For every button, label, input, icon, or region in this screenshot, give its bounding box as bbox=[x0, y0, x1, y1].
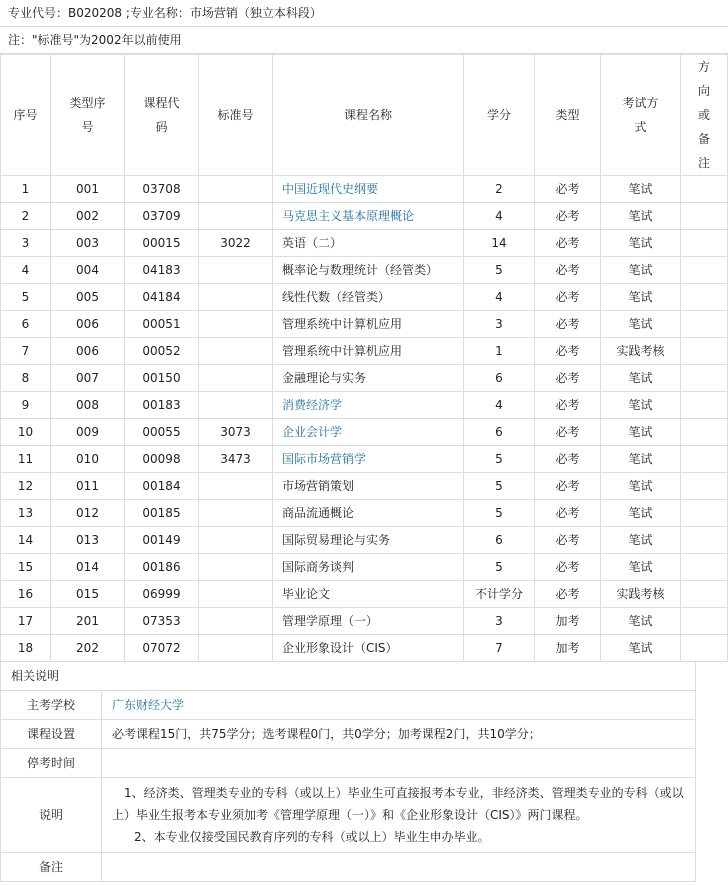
cell-code: 00149 bbox=[125, 527, 199, 554]
col-header-type-seq-text: 类型序号 bbox=[69, 96, 106, 134]
cell-note bbox=[681, 635, 728, 662]
cell-credit: 5 bbox=[464, 554, 535, 581]
table-row bbox=[1, 338, 728, 365]
cell-note bbox=[681, 311, 728, 338]
table-row bbox=[1, 608, 728, 635]
cell-exam: 笔试 bbox=[601, 365, 681, 392]
cell-note bbox=[681, 581, 728, 608]
cell-code: 00052 bbox=[125, 338, 199, 365]
course-setting-value: 必考课程15门，共75学分；选考课程0门，共0学分；加考课程2门，共10学分； bbox=[102, 720, 696, 749]
school-label: 主考学校 bbox=[1, 691, 102, 720]
cell-type: 必考 bbox=[535, 338, 601, 365]
cell-std bbox=[199, 311, 273, 338]
school-cell bbox=[102, 691, 696, 720]
cell-seq: 7 bbox=[1, 338, 51, 365]
cell-name: 企业形象设计（CIS） bbox=[273, 635, 464, 662]
cell-exam: 实践考核 bbox=[601, 581, 681, 608]
cell-type-seq: 005 bbox=[51, 284, 125, 311]
cell-type: 必考 bbox=[535, 203, 601, 230]
course-link[interactable]: 企业会计学 bbox=[282, 425, 343, 439]
cell-code: 00185 bbox=[125, 500, 199, 527]
cell-seq: 17 bbox=[1, 608, 51, 635]
col-header-code bbox=[125, 55, 199, 176]
table-row bbox=[1, 176, 728, 203]
cell-type-seq: 003 bbox=[51, 230, 125, 257]
cell-type-seq: 010 bbox=[51, 446, 125, 473]
cell-type-seq: 007 bbox=[51, 365, 125, 392]
cell-credit: 3 bbox=[464, 608, 535, 635]
cell-seq: 5 bbox=[1, 284, 51, 311]
cell-std bbox=[199, 581, 273, 608]
col-header-exam bbox=[601, 55, 681, 176]
cell-credit: 6 bbox=[464, 365, 535, 392]
cell-seq: 10 bbox=[1, 419, 51, 446]
major-code-line: 专业代号：B020208 ;专业名称：市场营销（独立本科段） bbox=[0, 0, 728, 27]
cell-type: 必考 bbox=[535, 419, 601, 446]
cell-name bbox=[273, 176, 464, 203]
cell-exam: 笔试 bbox=[601, 473, 681, 500]
cell-name: 英语（二） bbox=[273, 230, 464, 257]
school-link[interactable]: 广东财经大学 bbox=[112, 698, 185, 712]
col-header-note-text: 方向或备注 bbox=[698, 60, 711, 170]
cell-type: 必考 bbox=[535, 284, 601, 311]
cell-name: 国际商务谈判 bbox=[273, 554, 464, 581]
description-paragraph-1: 1、经济类、管理类专业的专科（或以上）毕业生可直接报考本专业，非经济类、管理类专业的专科（或以上）毕业生报考本专业须加考《管理学原理（一）》和《企业形象设计（CIS）》两门课程。 bbox=[112, 786, 684, 822]
cell-std bbox=[199, 392, 273, 419]
table-row bbox=[1, 392, 728, 419]
cell-type-seq: 202 bbox=[51, 635, 125, 662]
cell-name: 金融理论与实务 bbox=[273, 365, 464, 392]
col-header-type: 类型 bbox=[535, 55, 601, 176]
cell-exam: 笔试 bbox=[601, 500, 681, 527]
cell-exam: 笔试 bbox=[601, 608, 681, 635]
cell-type-seq: 008 bbox=[51, 392, 125, 419]
cell-type: 必考 bbox=[535, 365, 601, 392]
info-table bbox=[0, 661, 696, 882]
cell-note bbox=[681, 284, 728, 311]
cell-seq: 14 bbox=[1, 527, 51, 554]
cell-credit: 5 bbox=[464, 257, 535, 284]
cell-std bbox=[199, 257, 273, 284]
cell-name bbox=[273, 203, 464, 230]
table-row bbox=[1, 500, 728, 527]
cell-seq: 18 bbox=[1, 635, 51, 662]
cell-name bbox=[273, 446, 464, 473]
cell-type-seq: 011 bbox=[51, 473, 125, 500]
table-row bbox=[1, 527, 728, 554]
cell-note bbox=[681, 176, 728, 203]
cell-type: 必考 bbox=[535, 554, 601, 581]
cell-exam: 笔试 bbox=[601, 446, 681, 473]
cell-type-seq: 006 bbox=[51, 338, 125, 365]
cell-code: 00150 bbox=[125, 365, 199, 392]
cell-seq: 8 bbox=[1, 365, 51, 392]
cell-std: 3022 bbox=[199, 230, 273, 257]
cell-std bbox=[199, 284, 273, 311]
cell-name: 市场营销策划 bbox=[273, 473, 464, 500]
course-link[interactable]: 马克思主义基本原理概论 bbox=[282, 209, 415, 223]
cell-exam: 笔试 bbox=[601, 284, 681, 311]
standard-number-note: 注："标准号"为2002年以前使用 bbox=[0, 27, 728, 54]
cell-credit: 4 bbox=[464, 284, 535, 311]
cell-exam: 笔试 bbox=[601, 203, 681, 230]
cell-std bbox=[199, 527, 273, 554]
cell-credit: 6 bbox=[464, 419, 535, 446]
cell-code: 04183 bbox=[125, 257, 199, 284]
cell-type: 加考 bbox=[535, 608, 601, 635]
col-header-type-seq bbox=[51, 55, 125, 176]
col-header-credit: 学分 bbox=[464, 55, 535, 176]
cell-seq: 9 bbox=[1, 392, 51, 419]
cell-note bbox=[681, 203, 728, 230]
cell-seq: 3 bbox=[1, 230, 51, 257]
cell-note bbox=[681, 392, 728, 419]
cell-exam: 笔试 bbox=[601, 419, 681, 446]
table-header-row bbox=[1, 55, 728, 176]
cell-std bbox=[199, 338, 273, 365]
cell-credit: 7 bbox=[464, 635, 535, 662]
course-link[interactable]: 国际市场营销学 bbox=[282, 452, 367, 466]
cell-exam: 笔试 bbox=[601, 554, 681, 581]
cell-credit: 1 bbox=[464, 338, 535, 365]
cell-credit: 5 bbox=[464, 473, 535, 500]
cell-std bbox=[199, 365, 273, 392]
cell-note bbox=[681, 419, 728, 446]
cell-std: 3073 bbox=[199, 419, 273, 446]
cell-type: 必考 bbox=[535, 581, 601, 608]
cell-type: 必考 bbox=[535, 392, 601, 419]
cell-exam: 笔试 bbox=[601, 230, 681, 257]
cell-name: 管理系统中计算机应用 bbox=[273, 338, 464, 365]
cell-seq: 16 bbox=[1, 581, 51, 608]
cell-code: 00051 bbox=[125, 311, 199, 338]
col-header-note bbox=[681, 55, 728, 176]
cell-code: 04184 bbox=[125, 284, 199, 311]
col-header-seq: 序号 bbox=[1, 55, 51, 176]
course-link[interactable]: 消费经济学 bbox=[282, 398, 343, 412]
remark-value bbox=[102, 853, 696, 882]
cell-code: 00015 bbox=[125, 230, 199, 257]
cell-type-seq: 006 bbox=[51, 311, 125, 338]
course-link[interactable]: 中国近现代史纲要 bbox=[282, 182, 379, 196]
table-row bbox=[1, 203, 728, 230]
cell-note bbox=[681, 446, 728, 473]
cell-code: 07353 bbox=[125, 608, 199, 635]
course-table bbox=[0, 54, 728, 662]
cell-std bbox=[199, 473, 273, 500]
description-cell bbox=[102, 778, 696, 853]
table-row bbox=[1, 635, 728, 662]
cell-note bbox=[681, 554, 728, 581]
cell-exam: 笔试 bbox=[601, 311, 681, 338]
cell-type-seq: 004 bbox=[51, 257, 125, 284]
cell-type: 加考 bbox=[535, 635, 601, 662]
cell-code: 03708 bbox=[125, 176, 199, 203]
cell-credit: 2 bbox=[464, 176, 535, 203]
cell-type-seq: 001 bbox=[51, 176, 125, 203]
cell-std bbox=[199, 500, 273, 527]
cell-type-seq: 002 bbox=[51, 203, 125, 230]
cell-credit: 5 bbox=[464, 500, 535, 527]
cell-std bbox=[199, 176, 273, 203]
cell-std bbox=[199, 554, 273, 581]
cell-name bbox=[273, 392, 464, 419]
cell-credit: 6 bbox=[464, 527, 535, 554]
cell-std bbox=[199, 635, 273, 662]
cell-name: 概率论与数理统计（经管类） bbox=[273, 257, 464, 284]
cell-exam: 笔试 bbox=[601, 176, 681, 203]
cell-seq: 11 bbox=[1, 446, 51, 473]
cell-credit: 5 bbox=[464, 446, 535, 473]
cell-type-seq: 015 bbox=[51, 581, 125, 608]
table-row bbox=[1, 257, 728, 284]
cell-name: 线性代数（经管类） bbox=[273, 284, 464, 311]
cell-type-seq: 014 bbox=[51, 554, 125, 581]
cell-name: 国际贸易理论与实务 bbox=[273, 527, 464, 554]
cell-std: 3473 bbox=[199, 446, 273, 473]
cell-type-seq: 009 bbox=[51, 419, 125, 446]
cell-type-seq: 012 bbox=[51, 500, 125, 527]
table-row bbox=[1, 446, 728, 473]
cell-seq: 13 bbox=[1, 500, 51, 527]
table-row bbox=[1, 230, 728, 257]
cell-type-seq: 201 bbox=[51, 608, 125, 635]
cell-note bbox=[681, 608, 728, 635]
description-label: 说明 bbox=[1, 778, 102, 853]
cell-name: 管理系统中计算机应用 bbox=[273, 311, 464, 338]
cell-std bbox=[199, 203, 273, 230]
cell-exam: 笔试 bbox=[601, 392, 681, 419]
stop-time-label: 停考时间 bbox=[1, 749, 102, 778]
cell-type: 必考 bbox=[535, 473, 601, 500]
table-row bbox=[1, 581, 728, 608]
cell-seq: 4 bbox=[1, 257, 51, 284]
cell-type: 必考 bbox=[535, 527, 601, 554]
cell-type: 必考 bbox=[535, 176, 601, 203]
cell-seq: 15 bbox=[1, 554, 51, 581]
cell-type-seq: 013 bbox=[51, 527, 125, 554]
table-row bbox=[1, 284, 728, 311]
table-row bbox=[1, 554, 728, 581]
cell-code: 00183 bbox=[125, 392, 199, 419]
cell-note bbox=[681, 500, 728, 527]
cell-seq: 1 bbox=[1, 176, 51, 203]
cell-credit: 4 bbox=[464, 392, 535, 419]
cell-exam: 实践考核 bbox=[601, 338, 681, 365]
cell-name bbox=[273, 419, 464, 446]
cell-type: 必考 bbox=[535, 230, 601, 257]
cell-code: 03709 bbox=[125, 203, 199, 230]
cell-code: 00098 bbox=[125, 446, 199, 473]
cell-name: 管理学原理（一） bbox=[273, 608, 464, 635]
cell-note bbox=[681, 230, 728, 257]
col-header-standard: 标准号 bbox=[199, 55, 273, 176]
cell-name: 毕业论文 bbox=[273, 581, 464, 608]
table-row bbox=[1, 365, 728, 392]
cell-type: 必考 bbox=[535, 257, 601, 284]
cell-code: 07072 bbox=[125, 635, 199, 662]
cell-credit: 不计学分 bbox=[464, 581, 535, 608]
table-row bbox=[1, 311, 728, 338]
cell-name: 商品流通概论 bbox=[273, 500, 464, 527]
course-setting-label: 课程设置 bbox=[1, 720, 102, 749]
cell-type: 必考 bbox=[535, 311, 601, 338]
stop-time-value bbox=[102, 749, 696, 778]
cell-code: 06999 bbox=[125, 581, 199, 608]
cell-exam: 笔试 bbox=[601, 527, 681, 554]
cell-code: 00184 bbox=[125, 473, 199, 500]
col-header-exam-text: 考试方式 bbox=[622, 96, 659, 134]
table-row bbox=[1, 473, 728, 500]
cell-credit: 3 bbox=[464, 311, 535, 338]
info-title: 相关说明 bbox=[1, 662, 696, 691]
cell-code: 00186 bbox=[125, 554, 199, 581]
cell-credit: 14 bbox=[464, 230, 535, 257]
description-paragraph-2: 2、本专业仅接受国民教育序列的专科（或以上）毕业生申办毕业。 bbox=[134, 830, 490, 844]
cell-seq: 12 bbox=[1, 473, 51, 500]
cell-note bbox=[681, 527, 728, 554]
cell-seq: 6 bbox=[1, 311, 51, 338]
cell-credit: 4 bbox=[464, 203, 535, 230]
cell-note bbox=[681, 257, 728, 284]
cell-exam: 笔试 bbox=[601, 635, 681, 662]
cell-code: 00055 bbox=[125, 419, 199, 446]
cell-type: 必考 bbox=[535, 500, 601, 527]
cell-note bbox=[681, 473, 728, 500]
col-header-code-text: 课程代码 bbox=[143, 96, 180, 134]
cell-type: 必考 bbox=[535, 446, 601, 473]
cell-note bbox=[681, 338, 728, 365]
col-header-name: 课程名称 bbox=[273, 55, 464, 176]
cell-seq: 2 bbox=[1, 203, 51, 230]
cell-std bbox=[199, 608, 273, 635]
cell-note bbox=[681, 365, 728, 392]
cell-exam: 笔试 bbox=[601, 257, 681, 284]
remark-label: 备注 bbox=[1, 853, 102, 882]
table-row bbox=[1, 419, 728, 446]
